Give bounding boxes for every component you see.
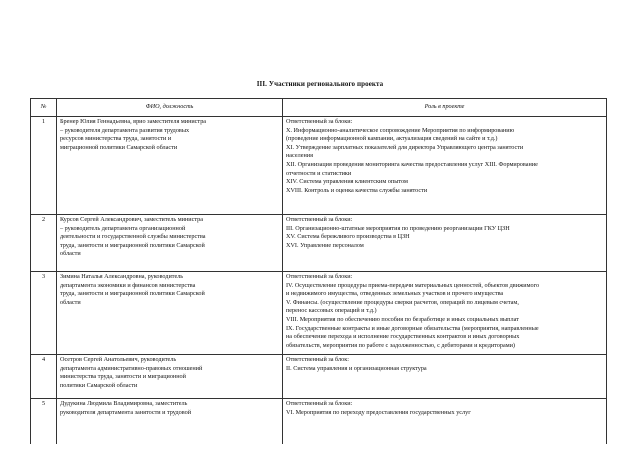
participant-role-line: XVIII. Контроль и оценка качества службы занятости (286, 186, 428, 194)
participant-name-line: труда, занятости и миграционной политики Самарской (60, 241, 205, 249)
participant-role-line: и недвижимого имущества, отведенных земельных участков и прочего имущества (286, 290, 504, 298)
participant-role-line: обязательств, мероприятия по работе с задолженностью, с дебиторами и кредиторами) (286, 341, 515, 349)
participant-role-line: II. Система управления и организационная структура (286, 364, 427, 372)
participant-name-line: Бренер Юлия Геннадьевна, врио заместителя министра (60, 118, 207, 125)
participant-name-line: Зимина Наталья Александровна, руководитель (60, 273, 184, 280)
participant-name-line: ресурсов министерства труда, занятости и (60, 135, 172, 143)
participant-role-line: Ответственный за блок: (286, 356, 349, 363)
participant-role-line: Ответственный за блоки: (286, 273, 353, 280)
table-body (31, 117, 607, 449)
participant-name-line: – руководителя департамента развития трудовых (60, 126, 190, 134)
participant-role-line: XIV. Система управления клиентским опытом (286, 178, 408, 186)
participant-name-line: деятельности и государственной службы министерства (60, 233, 206, 241)
row-number: 4 (31, 355, 57, 399)
header-num: № (31, 99, 57, 117)
participant-role-line: Ответственный за блоки: (286, 118, 353, 125)
row-number: 3 (31, 272, 57, 355)
participant-role-cell (283, 117, 607, 215)
participant-name-line: министерства труда, занятости и миграционной (60, 373, 186, 381)
participant-name-line: – руководитель департамента организационной (60, 224, 186, 232)
participant-name-line: Курсов Сергей Александрович, заместитель министра (60, 216, 203, 223)
participant-name-cell (57, 215, 283, 272)
header-name: ФИО, должность (57, 99, 283, 117)
participant-name-line: труда, занятости и миграционной политики Самарской (60, 290, 205, 298)
participant-role-line: VIII. Мероприятия по обеспечению пособия по безработице и иных социальных выплат (286, 315, 519, 323)
participant-role-line: XI. Утверждение зарплатных показателей для директора Управляющего центра занятости (286, 143, 524, 151)
participant-name-line: Дудукина Людмила Владимировна, заместитель (60, 400, 188, 407)
participant-role-line: Ответственный за блоки: (286, 216, 353, 223)
participant-role-line: IV. Осуществление процедуры приема-передачи материальных ценностей, объектов движимого (286, 281, 540, 289)
participant-name-line: департамента экономики и финансов министерства (60, 281, 196, 289)
table-row (31, 215, 607, 272)
participant-role-line: VI. Мероприятия по переходу предоставления государственных услуг (286, 408, 471, 416)
participant-role-line: X. Информационно-аналитическое сопровождение Мероприятия по информированию (286, 126, 515, 134)
table-row (31, 272, 607, 355)
participant-name-cell (57, 399, 283, 449)
participant-role-line: XVI. Управление персоналом (286, 241, 364, 249)
participant-role-line: III. Организационно-штатные мероприятия по проведению реорганизации ГКУ ЦЗН (286, 224, 510, 232)
row-number: 1 (31, 117, 57, 215)
participant-role-line: Ответственный за блоки: (286, 400, 353, 407)
header-role: Роль в проекте (283, 99, 607, 117)
page-title: III. Участники регионального проекта (256, 80, 384, 88)
participant-name-line: департамента административно-правовых отношений (60, 364, 203, 372)
table-row (31, 117, 607, 215)
participant-role-line: XV. Система бережливого производства в ЦЗН (286, 233, 410, 241)
participant-role-line: IX. Государственные контракты и иные договорные обязательства (мероприятия, направленные (286, 324, 539, 332)
participant-name-line: миграционной политики Самарской области (60, 143, 178, 151)
participant-role-line: XII. Организация проведения мониторинга качества предоставления услуг XIII. Формирование (286, 160, 538, 168)
participant-role-line: V. Финансы. (осуществление процедуры сверки расчетов, операций по лицевым счетам, (286, 298, 519, 306)
row-number: 2 (31, 215, 57, 272)
participant-role-line: (проведение информационной кампании, актуализация сведений на сайте и т.д.) (286, 135, 498, 143)
participant-name-cell (57, 117, 283, 215)
page-bottom-edge (0, 444, 640, 452)
participant-role-cell (283, 215, 607, 272)
participant-name-line: руководителя департамента занятости и трудовой (60, 408, 192, 416)
participant-role-line: на обеспечение перехода и исполнение государственных контрактов и иных договорных (286, 333, 520, 341)
participant-name-cell (57, 355, 283, 399)
row-number: 5 (31, 399, 57, 449)
participant-name-line: политики Самарской области (60, 381, 138, 389)
table-row (31, 355, 607, 399)
table-header-row (31, 99, 607, 117)
participant-name-line: Осетров Сергей Анатольевич, руководитель (60, 356, 177, 363)
table-row (31, 399, 607, 449)
participant-name-line: области (60, 250, 81, 258)
participant-role-line: населения (286, 152, 313, 160)
participant-role-cell (283, 399, 607, 449)
participant-role-line: отчетности и статистики (286, 169, 352, 177)
participant-role-cell (283, 355, 607, 399)
participant-name-cell (57, 272, 283, 355)
participant-role-line: перенос кассовых операций и т.д.) (286, 307, 377, 315)
participants-table (30, 98, 607, 449)
participant-name-line: области (60, 298, 81, 306)
participant-role-cell (283, 272, 607, 355)
